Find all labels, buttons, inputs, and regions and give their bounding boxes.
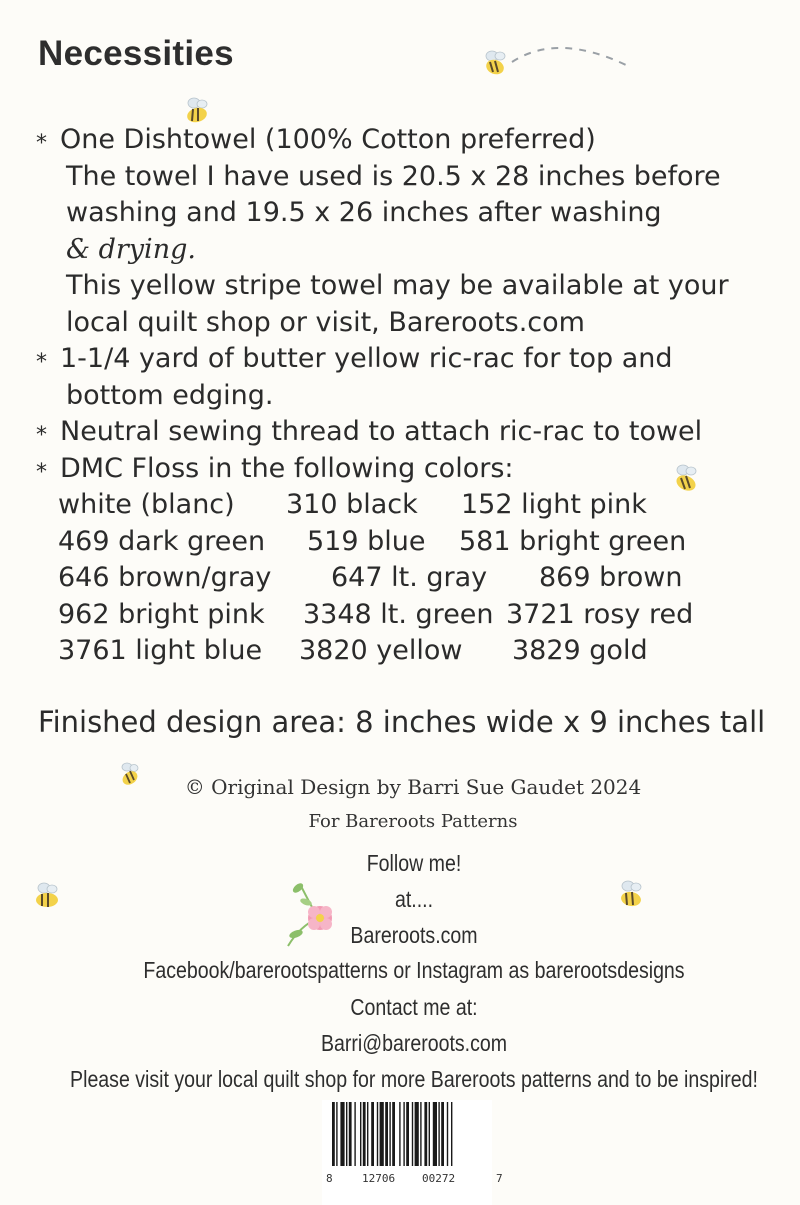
barcode-bar [385, 1102, 388, 1166]
item-line: One Dishtowel (100% Cotton preferred) [60, 124, 596, 155]
bullet-star: * [36, 131, 47, 156]
barcode [322, 1100, 503, 1205]
barcode-bar [332, 1102, 335, 1166]
email-link[interactable]: Barri@bareroots.com [320, 1030, 508, 1056]
bullet-star: * [36, 423, 47, 448]
floss-color: 152 light pink [461, 489, 647, 520]
barcode-bar [441, 1102, 444, 1166]
floss-color: 646 brown/gray [58, 562, 272, 593]
barcode-digit-group: 12706 [362, 1172, 396, 1185]
barcode-bar [346, 1102, 347, 1166]
finished-design-area: Finished design area: 8 inches wide x 9 inches tall [38, 705, 766, 739]
floss-color: 3820 yellow [299, 635, 463, 666]
item-line: The towel I have used is 20.5 x 28 inches before [66, 160, 721, 192]
visit-text: Please visit your local quilt shop for more Bareroots patterns and to be inspired! [70, 1066, 758, 1092]
barcode-bar [349, 1102, 352, 1166]
contact-label: Contact me at: [350, 994, 478, 1020]
item-line: Neutral sewing thread to attach ric-rac to towel [60, 416, 703, 447]
barcode-bar [433, 1102, 437, 1166]
barcode-bar [438, 1102, 439, 1166]
floss-color: 310 black [286, 489, 418, 520]
website-link[interactable]: Bareroots.com [350, 922, 478, 948]
floss-color: 647 lt. gray [331, 562, 488, 593]
list-item [36, 414, 796, 451]
item-line: DMC Floss in the following colors: [60, 452, 514, 484]
bee-icon [32, 880, 64, 912]
floss-color: 581 bright green [459, 525, 687, 557]
follow-text: Follow me! [366, 850, 462, 876]
barcode-bar [412, 1102, 413, 1166]
barcode-bar [371, 1102, 374, 1166]
item-line: local quilt shop or visit, Bareroots.com [66, 306, 585, 338]
list-item [36, 341, 796, 414]
list-item [36, 122, 796, 341]
floss-row [58, 524, 758, 561]
list-item [36, 451, 796, 488]
barcode-bar [340, 1102, 344, 1166]
barcode-bar [406, 1102, 409, 1166]
barcode-bar [360, 1102, 361, 1166]
barcode-bar [354, 1102, 355, 1166]
social-text: Facebook/barerootspatterns or Instagram as barerootsdesigns [143, 957, 685, 983]
barcode-bars [322, 1100, 492, 1170]
floss-color: 3829 gold [512, 635, 648, 666]
item-line: & drying. [66, 233, 196, 265]
barcode-bar [399, 1102, 400, 1166]
barcode-bar [380, 1102, 384, 1166]
barcode-bar [389, 1102, 390, 1166]
barcode-digit-group: 00272 [422, 1172, 456, 1185]
floss-color: 962 bright pink [58, 598, 265, 630]
item-line: This yellow stripe towel may be available at your [66, 270, 729, 301]
item-line: washing and 19.5 x 26 inches after washing [66, 197, 662, 228]
floss-color: 869 brown [539, 562, 683, 593]
barcode-bar [336, 1102, 337, 1166]
bee-icon [482, 48, 510, 80]
item-line: bottom edging. [66, 379, 274, 411]
flight-trail-icon [508, 32, 633, 72]
barcode-digit-group: 8 [326, 1172, 333, 1185]
at-text: at.... [394, 886, 434, 912]
barcode-bar [367, 1102, 368, 1166]
copyright-line: © Original Design by Barri Sue Gaudet 2024 [184, 775, 642, 799]
item-line: 1-1/4 yard of butter yellow ric-rac for top and [60, 343, 673, 374]
floss-color: white (blanc) [58, 489, 235, 520]
barcode-bar [420, 1102, 421, 1166]
bullet-star: * [36, 459, 47, 485]
barcode-bar [377, 1102, 378, 1166]
necessities-list [36, 122, 796, 487]
barcode-bar [392, 1102, 395, 1166]
floss-row [58, 633, 758, 670]
floss-color: 519 blue [307, 525, 426, 557]
floss-row [58, 597, 758, 634]
floss-row [58, 487, 758, 524]
bullet-star: * [36, 350, 47, 375]
floss-color: 3761 light blue [58, 635, 263, 666]
barcode-bar [424, 1102, 427, 1166]
barcode-bar [403, 1102, 404, 1166]
barcode-bar [447, 1102, 448, 1166]
floss-color: 3721 rosy red [506, 598, 694, 630]
floss-color: 469 dark green [58, 525, 266, 557]
barcode-bar [363, 1102, 366, 1166]
barcode-bar [451, 1102, 452, 1166]
floss-row [58, 560, 758, 597]
barcode-digit-group: 7 [496, 1172, 503, 1185]
barcode-bar [429, 1102, 430, 1166]
publisher-line: For Bareroots Patterns [308, 811, 518, 832]
floss-color: 3348 lt. green [303, 598, 494, 630]
barcode-bar [415, 1102, 419, 1166]
page-title: Necessities [38, 34, 234, 73]
floss-color-grid [58, 487, 758, 670]
barcode-digits [322, 1172, 512, 1188]
